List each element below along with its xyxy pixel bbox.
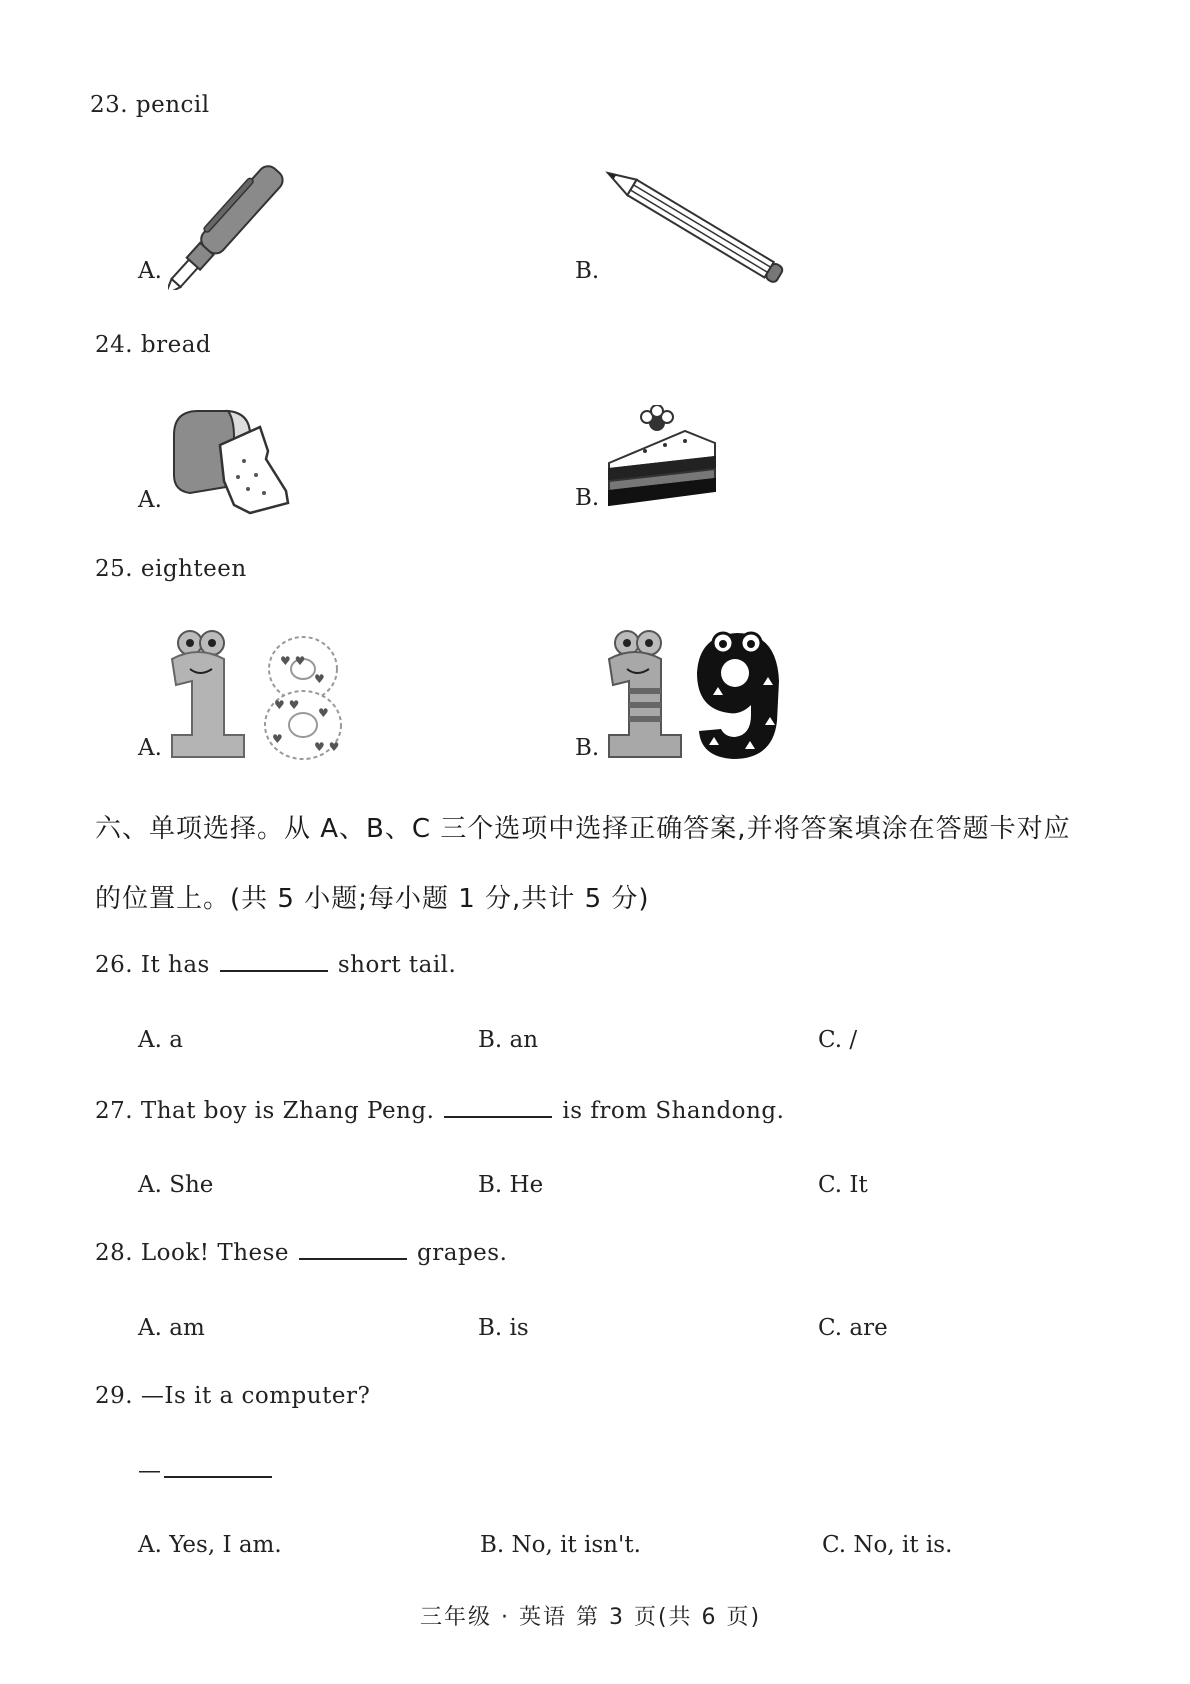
- option-24-a-label[interactable]: A.: [138, 487, 162, 513]
- section-6-heading-line2: 的位置上。(共 5 小题;每小题 1 分,共计 5 分): [95, 884, 650, 914]
- question-27-text-after: is from Shandong.: [562, 1098, 785, 1124]
- option-29-b[interactable]: B. No, it isn't.: [480, 1532, 641, 1558]
- question-29-response: [138, 1458, 282, 1484]
- option-27-a[interactable]: A. She: [138, 1172, 214, 1198]
- option-27-c[interactable]: C. It: [818, 1172, 868, 1198]
- option-26-b[interactable]: B. an: [478, 1027, 539, 1053]
- option-26-a[interactable]: A. a: [138, 1027, 183, 1053]
- page-footer: 三年级 · 英语 第 3 页(共 6 页): [420, 1605, 762, 1630]
- option-28-c[interactable]: C. are: [818, 1315, 888, 1341]
- dash: —: [138, 1458, 162, 1484]
- svg-text:♥: ♥: [272, 732, 283, 746]
- question-28-stem: [95, 1240, 507, 1266]
- question-23-prompt: 23. pencil: [90, 92, 210, 118]
- cake-icon: [605, 405, 720, 515]
- section-6-heading-line1: 六、单项选择。从 A、B、C 三个选项中选择正确答案,并将答案填涂在答题卡对应: [95, 814, 1071, 844]
- pencil-icon: [600, 165, 800, 290]
- answer-blank: [164, 1458, 272, 1478]
- option-28-a[interactable]: A. am: [138, 1315, 205, 1341]
- option-28-b[interactable]: B. is: [478, 1315, 529, 1341]
- question-27-stem: [95, 1098, 784, 1124]
- option-25-a-label[interactable]: A.: [138, 735, 162, 761]
- question-26-stem: [95, 952, 456, 978]
- question-26-text-after: short tail.: [337, 952, 457, 978]
- option-24-b-label[interactable]: B.: [575, 485, 600, 511]
- answer-blank: [220, 952, 328, 972]
- number-18-icon: [168, 625, 348, 763]
- question-26-text: 26. It has: [95, 952, 210, 978]
- svg-text:♥ ♥: ♥ ♥: [274, 698, 300, 712]
- option-29-c[interactable]: C. No, it is.: [822, 1532, 953, 1558]
- answer-blank: [444, 1098, 552, 1118]
- question-28-text-after: grapes.: [417, 1240, 508, 1266]
- question-27-text: 27. That boy is Zhang Peng.: [95, 1098, 435, 1124]
- question-24-prompt: 24. bread: [95, 332, 212, 358]
- question-25-prompt: 25. eighteen: [95, 556, 247, 582]
- svg-text:♥: ♥: [318, 706, 329, 720]
- question-29-prompt: 29. —Is it a computer?: [95, 1383, 371, 1409]
- bread-icon: [168, 405, 293, 515]
- option-29-a[interactable]: A. Yes, I am.: [138, 1532, 282, 1558]
- option-23-b-label[interactable]: B.: [575, 258, 600, 284]
- svg-text:♥ ♥: ♥ ♥: [280, 654, 306, 668]
- number-19-icon: [605, 625, 785, 763]
- svg-text:♥: ♥: [314, 672, 325, 686]
- option-26-c[interactable]: C. /: [818, 1027, 858, 1053]
- option-25-b-label[interactable]: B.: [575, 735, 600, 761]
- option-27-b[interactable]: B. He: [478, 1172, 544, 1198]
- answer-blank: [299, 1240, 407, 1260]
- svg-text:♥ ♥: ♥ ♥: [314, 740, 340, 754]
- pen-icon: [168, 165, 298, 290]
- question-28-text: 28. Look! These: [95, 1240, 290, 1266]
- option-23-a-label[interactable]: A.: [138, 258, 162, 284]
